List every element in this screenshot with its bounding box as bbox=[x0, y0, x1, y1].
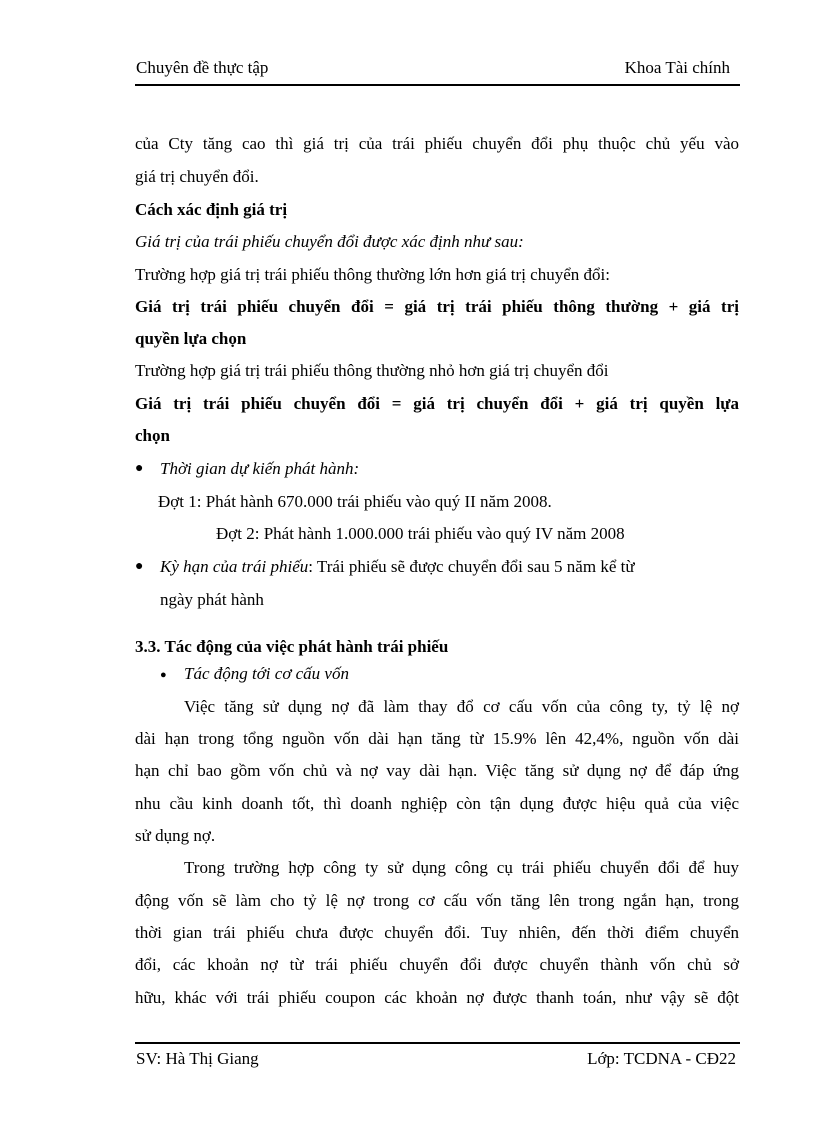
bullet-term-text: : Trái phiếu sẽ được chuyển đổi sau 5 năm kể từ bbox=[308, 557, 635, 576]
bullet-dot-icon: ● bbox=[135, 559, 144, 574]
footer-student: SV: Hà Thị Giang bbox=[136, 1049, 259, 1068]
section-heading: 3.3. Tác động của việc phát hành trái phiếu bbox=[135, 637, 449, 656]
paragraph-line: động vốn sẽ làm cho tỷ lệ nợ trong cơ cấu vốn tăng lên trong ngắn hạn, trong bbox=[135, 891, 739, 910]
header-department: Khoa Tài chính bbox=[624, 58, 730, 77]
footer-class: Lớp: TCDNA - CĐ22 bbox=[587, 1049, 736, 1068]
bullet-term-line-2: ngày phát hành bbox=[160, 590, 264, 609]
paragraph-line: dài hạn trong tổng nguồn vốn dài hạn tăng từ 15.9% lên 42,4%, nguồn vốn dài bbox=[135, 729, 739, 748]
phase-2-text: Đợt 2: Phát hành 1.000.000 trái phiếu vào quý IV năm 2008 bbox=[216, 524, 625, 543]
paragraph-line: Trong trường hợp công ty sử dụng công cụ trái phiếu chuyển đổi để huy bbox=[184, 858, 739, 877]
paragraph-line: hạn chỉ bao gồm vốn chủ và nợ vay dài hạn. Việc tăng sử dụng nợ để đáp ứng bbox=[135, 761, 739, 780]
paragraph-line: sử dụng nợ. bbox=[135, 826, 216, 845]
header-title: Chuyên đề thực tập bbox=[136, 58, 269, 77]
formula-1-line: Giá trị trái phiếu chuyển đổi = giá trị trái phiếu thông thường + giá trị bbox=[135, 297, 739, 316]
paragraph-line: thời gian trái phiếu chưa được chuyển đổi. Tuy nhiên, đến thời điểm chuyển bbox=[135, 923, 739, 942]
bullet-term-label: Kỳ hạn của trái phiếu bbox=[160, 557, 309, 576]
paragraph-line: nhu cầu kinh doanh tốt, thì doanh nghiệp còn tận dụng được hiệu quả của việc bbox=[135, 794, 739, 813]
paragraph-line: đổi, các khoản nợ từ trái phiếu chuyển đổi được chuyển thành vốn chủ sở bbox=[135, 955, 739, 974]
formula-2-line: Giá trị trái phiếu chuyển đổi = giá trị chuyển đổi + giá trị quyền lựa bbox=[135, 394, 739, 413]
formula-2-line: chọn bbox=[135, 426, 170, 445]
bullet-dot-icon: ● bbox=[160, 669, 167, 681]
paragraph-line: giá trị chuyển đổi. bbox=[135, 167, 259, 186]
phase-1-text: Đợt 1: Phát hành 670.000 trái phiếu vào quý II năm 2008. bbox=[158, 492, 552, 511]
page-footer bbox=[135, 1042, 740, 1076]
bullet-time-label: Thời gian dự kiến phát hành: bbox=[160, 459, 360, 478]
valuation-intro: Giá trị của trái phiếu chuyển đổi được xác định như sau: bbox=[135, 232, 524, 251]
case-1-text: Trường hợp giá trị trái phiếu thông thường lớn hơn giá trị chuyển đổi: bbox=[135, 265, 610, 284]
valuation-heading: Cách xác định giá trị bbox=[135, 200, 288, 219]
paragraph-line: hữu, khác với trái phiếu coupon các khoản nợ được thanh toán, như vậy sẽ đột bbox=[135, 988, 739, 1007]
bullet-dot-icon: ● bbox=[135, 461, 144, 476]
sub-bullet-label: Tác động tới cơ cấu vốn bbox=[184, 664, 349, 683]
formula-1-line: quyền lựa chọn bbox=[135, 329, 247, 348]
paragraph-line: của Cty tăng cao thì giá trị của trái phiếu chuyển đổi phụ thuộc chủ yếu vào bbox=[135, 134, 739, 153]
case-2-text: Trường hợp giá trị trái phiếu thông thường nhỏ hơn giá trị chuyển đổi bbox=[135, 361, 609, 380]
paragraph-line: Việc tăng sử dụng nợ đã làm thay đổ cơ cấu vốn của công ty, tỷ lệ nợ bbox=[184, 697, 739, 716]
bullet-term-line bbox=[160, 557, 739, 577]
page-header bbox=[135, 56, 740, 86]
